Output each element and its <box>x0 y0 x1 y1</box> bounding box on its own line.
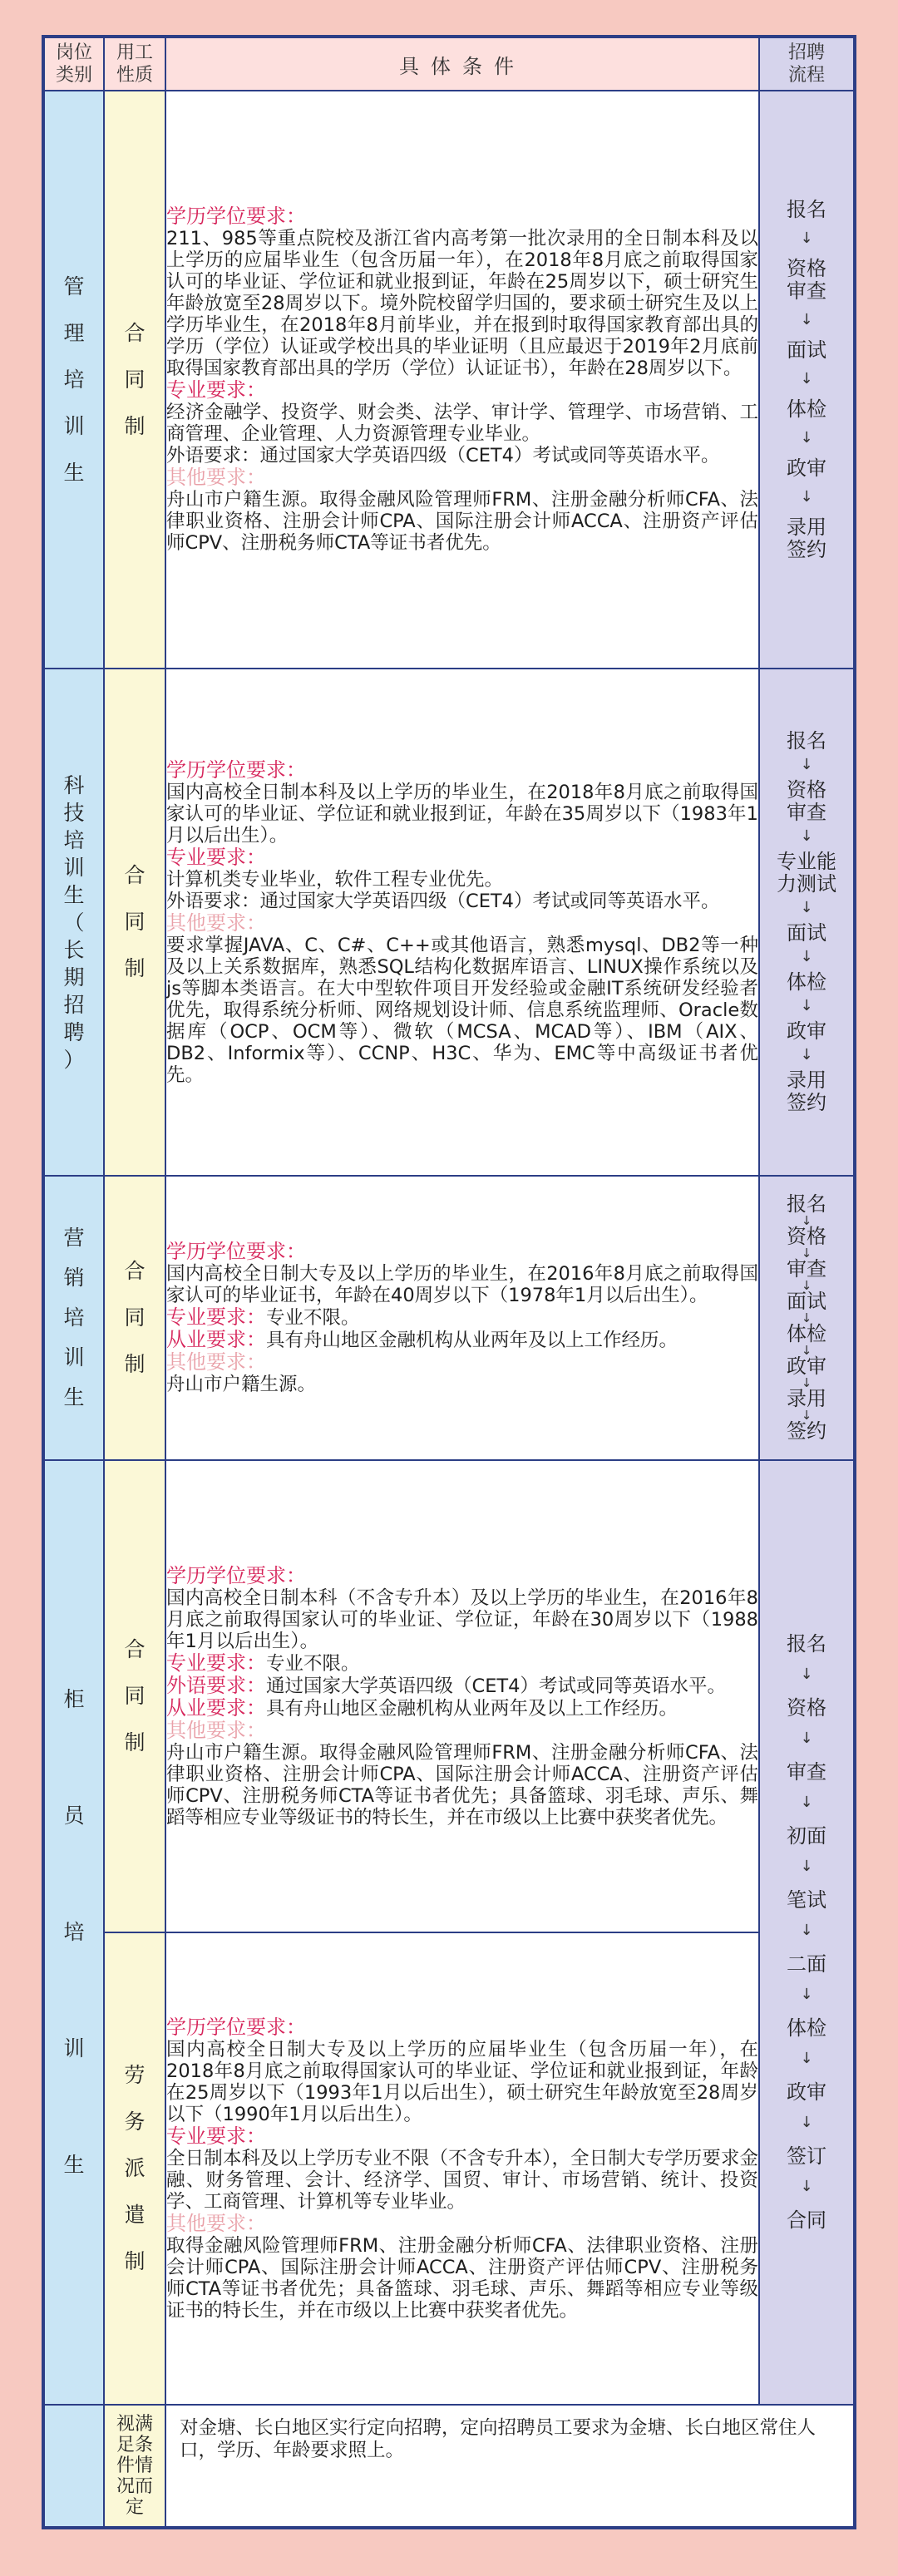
arrow-down-icon: ↓ <box>800 1046 813 1063</box>
arrow-down-icon: ↓ <box>800 1858 813 1875</box>
major-text: 全日制本科及以上学历专业不限（不含专升本），全日制大专学历要求金融、财务管理、会计、经济学、国贸、审计、市场营销、统计、投资学、工商管理、计算机等专业毕业。 <box>166 2147 758 2213</box>
major-text: 专业不限。 <box>266 1652 360 1675</box>
process-step: 政审 <box>787 1355 826 1378</box>
header-process: 招聘 流程 <box>759 37 854 91</box>
work-label: 从业要求： <box>166 1328 266 1351</box>
note-blank <box>44 2405 104 2527</box>
header-conditions: 具体条件 <box>165 37 759 91</box>
type-cell <box>104 91 165 669</box>
conditions-cell <box>165 1460 759 1932</box>
arrow-down-icon: ↓ <box>800 2178 813 2195</box>
note-text-cell <box>165 2405 854 2527</box>
type-cell <box>104 1932 165 2405</box>
arrow-down-icon: ↓ <box>801 1375 812 1390</box>
table-row <box>44 1460 854 1932</box>
process-step: 体检 <box>787 970 826 994</box>
arrow-down-icon: ↓ <box>801 1408 812 1423</box>
lang-text: 外语要求：通过国家大学英语四级（CET4）考试或同等英语水平。 <box>166 445 720 466</box>
recruitment-table <box>42 35 856 2529</box>
arrow-down-icon: ↓ <box>801 1310 812 1325</box>
table-row <box>44 91 854 669</box>
note-head-cell <box>104 2405 165 2527</box>
arrow-down-icon: ↓ <box>800 948 813 965</box>
edu-label: 学历学位要求： <box>166 205 306 228</box>
other-label: 其他要求： <box>166 2211 266 2235</box>
process-step: 政审 <box>787 1019 826 1043</box>
process-step: 录用 签约 <box>787 1068 826 1114</box>
process-step: 报名 <box>787 197 826 221</box>
process-step: 审查 <box>787 1257 826 1281</box>
process-step: 笔试 <box>787 1888 826 1912</box>
conditions-cell <box>165 1932 759 2405</box>
lang-text: 通过国家大学英语四级（CET4）考试或同等英语水平。 <box>266 1675 726 1697</box>
arrow-down-icon: ↓ <box>800 1794 813 1811</box>
category-cell <box>44 1460 104 2405</box>
major-label: 专业要求： <box>166 2124 266 2148</box>
note-text: 对金塘、长白地区实行定向招聘，定向招聘员工要求为金塘、长白地区常住人口，学历、年龄要求照上。 <box>180 2417 817 2461</box>
arrow-down-icon: ↓ <box>800 1922 813 1939</box>
process-cell <box>759 1176 854 1460</box>
other-label: 其他要求： <box>166 466 266 489</box>
arrow-down-icon: ↓ <box>800 369 813 387</box>
edu-label: 学历学位要求： <box>166 1240 306 1263</box>
type-label: 合 同 制 <box>124 863 146 980</box>
process-step: 面试 <box>787 1290 826 1313</box>
lang-text: 外语要求：通过国家大学英语四级（CET4）考试或同等英语水平。 <box>166 890 720 912</box>
process-step: 专业能 力测试 <box>777 850 836 896</box>
process-step: 合同 <box>787 2208 826 2232</box>
arrow-down-icon: ↓ <box>801 1213 812 1228</box>
major-text: 计算机类专业毕业，软件工程专业优先。 <box>166 868 504 891</box>
table-header-row <box>44 37 854 91</box>
arrow-down-icon: ↓ <box>800 2050 813 2067</box>
arrow-down-icon: ↓ <box>800 1986 813 2003</box>
process-step: 资格 审查 <box>787 778 826 824</box>
process-step: 政审 <box>787 2080 826 2104</box>
process-cell <box>759 1460 854 2405</box>
other-label: 其他要求： <box>166 910 266 935</box>
edu-text: 国内高校全日制本科（不含专升本）及以上学历的毕业生，在2016年8月底之前取得国家认可的毕业证、学位证，年龄在30周岁以下（1988年1月以后出生）。 <box>166 1587 758 1652</box>
category-label: 营 销 培 训 生 <box>63 1226 85 1409</box>
category-label: 管 理 培 训 生 <box>63 274 85 485</box>
category-label: 柜 员 培 训 生 <box>63 1687 85 2177</box>
type-cell <box>104 669 165 1176</box>
edu-label: 学历学位要求： <box>166 1563 306 1587</box>
other-text: 舟山市户籍生源。取得金融风险管理师FRM、注册金融分析师CFA、法律职业资格、注册会计师CPA、国际注册会计师ACCA、注册资产评估师CPV、注册税务师CTA等证书者优先；具备篮球、羽毛球、声乐、舞蹈等相应专业等级证书的特长生，并在市级以上比赛中获奖者优先。 <box>166 1741 758 1828</box>
arrow-down-icon: ↓ <box>801 1278 812 1293</box>
process-step: 资格 <box>787 1696 826 1720</box>
other-text: 舟山市户籍生源。取得金融风险管理师FRM、注册金融分析师CFA、法律职业资格、注册会计师CPA、国际注册会计师ACCA、注册资产评估师CPV、注册税务师CTA等证书者优先。 <box>166 489 758 554</box>
process-step: 报名 <box>787 729 826 753</box>
category-cell <box>44 1176 104 1460</box>
note-row <box>44 2405 854 2527</box>
process-step: 录用 签约 <box>787 515 826 561</box>
note-head: 视满足条件情况而定 <box>116 2414 153 2518</box>
major-text: 经济金融学、投资学、财会类、法学、审计学、管理学、市场营销、工商管理、企业管理、人力资源管理专业毕业。 <box>166 402 758 445</box>
process-step: 审查 <box>787 1760 826 1784</box>
process-step: 体检 <box>787 397 826 421</box>
header-category: 岗位 类别 <box>44 37 104 91</box>
arrow-down-icon: ↓ <box>800 310 813 328</box>
category-label: 科 技 培 训 生 （ 长 期 招 聘 ） <box>63 772 85 1072</box>
major-label: 专业要求： <box>166 845 266 869</box>
other-label: 其他要求： <box>166 1718 266 1742</box>
arrow-down-icon: ↓ <box>800 827 813 845</box>
process-cell <box>759 91 854 669</box>
conditions-cell <box>165 1176 759 1460</box>
process-step: 报名 <box>787 1632 826 1656</box>
process-step: 签订 <box>787 2144 826 2168</box>
edu-text: 211、985等重点院校及浙江省内高考第一批次录用的全日制本科及以上学历的应届毕业生（包含历届一年），在2018年8月底之前取得国家认可的毕业证、学位证和就业报到证，年龄在25周岁以下，硕士研究生年龄放宽至28周岁以下。境外院校留学归国的，要求硕士研究生及以上学历毕业生，在2018年8月前毕业，并在报到时取得国家教育部出具的学历（学位）认证或学校出具的毕业证明（且应最迟于2019年2月底前取得国家教育部出具的学历（学位）认证证书），年龄在28周岁以下。 <box>166 228 758 379</box>
category-cell <box>44 669 104 1176</box>
edu-label: 学历学位要求： <box>166 758 306 782</box>
process-step: 资格 <box>787 1225 826 1248</box>
arrow-down-icon: ↓ <box>801 1246 812 1261</box>
process-step: 初面 <box>787 1824 826 1848</box>
type-label: 合 同 制 <box>124 1637 146 1754</box>
work-text: 具有舟山地区金融机构从业两年及以上工作经历。 <box>266 1697 678 1720</box>
process-step: 报名 <box>787 1192 826 1216</box>
process-step: 体检 <box>787 1322 826 1345</box>
arrow-down-icon: ↓ <box>800 1666 813 1683</box>
arrow-down-icon: ↓ <box>800 229 813 247</box>
arrow-down-icon: ↓ <box>800 428 813 447</box>
table-row <box>44 1932 854 2405</box>
edu-label: 学历学位要求： <box>166 2015 306 2039</box>
process-step: 录用 <box>787 1387 826 1410</box>
major-label: 专业要求： <box>166 378 266 402</box>
work-label: 从业要求： <box>166 1695 266 1720</box>
other-text: 要求掌握JAVA、C、C#、C++或其他语言，熟悉mysql、DB2等一种及以上关系数据库，熟悉SQL结构化数据库语言、LINUX操作系统以及js等脚本类语言。在大中型软件项目开发经验或金融IT系统研发经验者优先，取得系统分析师、网络规划设计师、信息系统监理师、Oracle数据库（OCP、OCM等）、微软（MCSA、MCAD等）、IBM（AIX、DB2、Informix等）、CCNP、H3C、华为、EMC等中高级证书者优先。 <box>166 934 758 1086</box>
major-text: 专业不限。 <box>266 1307 360 1329</box>
other-text: 舟山市户籍生源。 <box>166 1374 317 1395</box>
lang-label: 外语要求： <box>166 1673 266 1697</box>
conditions-cell <box>165 91 759 669</box>
type-label: 合 同 制 <box>124 320 146 438</box>
other-text: 取得金融风险管理师FRM、注册金融分析师CFA、法律职业资格、注册会计师CPA、国际注册会计师ACCA、注册资产评估师CPV、注册税务师CTA等证书者优先；具备篮球、羽毛球、声乐、舞蹈等相应专业等级证书的特长生，并在市级以上比赛中获奖者优先。 <box>166 2234 758 2322</box>
category-cell <box>44 91 104 669</box>
edu-text: 国内高校全日制大专及以上学历的毕业生，在2016年8月底之前取得国家认可的毕业证书，年龄在40周岁以下（1978年1月以后出生）。 <box>166 1263 758 1306</box>
process-step: 签约 <box>787 1419 826 1443</box>
type-label: 劳 务 派 遣 制 <box>124 2063 146 2273</box>
process-step: 面试 <box>787 921 826 945</box>
arrow-down-icon: ↓ <box>800 2114 813 2131</box>
arrow-down-icon: ↓ <box>800 756 813 773</box>
process-step: 资格 审查 <box>787 256 826 303</box>
type-cell <box>104 1460 165 1932</box>
arrow-down-icon: ↓ <box>800 487 813 506</box>
process-step: 面试 <box>787 338 826 362</box>
edu-text: 国内高校全日制大专及以上学历的应届毕业生（包含历届一年），在2018年8月底之前取得国家认可的毕业证、学位证和就业报到证，年龄在25周岁以下（1993年1月以后出生），硕士研究生年龄放宽至28周岁以下（1990年1月以后出生）。 <box>166 2038 758 2125</box>
type-cell <box>104 1176 165 1460</box>
arrow-down-icon: ↓ <box>800 1730 813 1747</box>
conditions-cell <box>165 669 759 1176</box>
process-step: 二面 <box>787 1952 826 1976</box>
arrow-down-icon: ↓ <box>801 1343 812 1358</box>
table-row <box>44 1176 854 1460</box>
arrow-down-icon: ↓ <box>800 997 813 1014</box>
process-step: 政审 <box>787 456 826 480</box>
table-row <box>44 669 854 1176</box>
major-label: 专业要求： <box>166 1651 266 1675</box>
process-cell <box>759 669 854 1176</box>
work-text: 具有舟山地区金融机构从业两年及以上工作经历。 <box>266 1330 678 1351</box>
arrow-down-icon: ↓ <box>800 899 813 916</box>
header-type: 用工 性质 <box>104 37 165 91</box>
major-label: 专业要求： <box>166 1305 266 1329</box>
edu-text: 国内高校全日制本科及以上学历的毕业生，在2018年8月底之前取得国家认可的毕业证、学位证和就业报到证，年龄在35周岁以下（1983年1月以后出生）。 <box>166 781 758 846</box>
process-step: 体检 <box>787 2016 826 2040</box>
other-label: 其他要求： <box>166 1350 266 1374</box>
type-label: 合 同 制 <box>124 1259 146 1376</box>
